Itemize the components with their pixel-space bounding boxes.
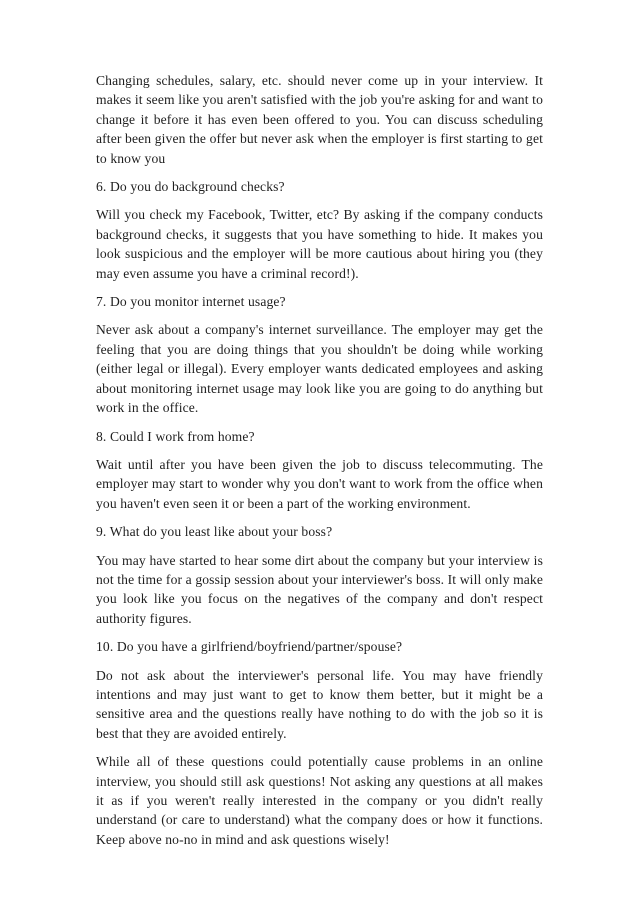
heading-question-9: 9. What do you least like about your boss? [96,524,333,540]
document-text-block [96,71,543,858]
paragraph-closing-advice: While all of these questions could potentially cause problems in an online interview, you should still ask questions! Not asking any questions at all makes it as if you weren't really interested in the company or you didn't really understand (or care to understand) what the company does or how it functions. Keep above no-no in mind and ask questions wisely! [96,754,543,847]
heading-question-8: 8. Could I work from home? [96,428,255,444]
paragraph-question5-answer: Changing schedules, salary, etc. should never come up in your interview. It makes it seem like you aren't satisfied with the job you're asking for and want to change it before it has even been offered to you. You can discuss scheduling after been given the offer but never ask when the employer is first starting to get to know you [96,73,543,166]
heading-question-7: 7. Do you monitor internet usage? [96,294,286,310]
paragraph-question6-answer: Will you check my Facebook, Twitter, etc? By asking if the company conducts background checks, it suggests that you have something to hide. It makes you look suspicious and the employer will be more cautious about hiring you (they may even assume you have a criminal record!). [96,207,543,281]
heading-question-6: 6. Do you do background checks? [96,179,285,195]
paragraph-question7-answer: Never ask about a company's internet surveillance. The employer may get the feeling that you are doing things that you shouldn't be doing while working (either legal or illegal). Every employer wants dedicated employees and asking about monitoring internet usage may look like you are going to do anything but work in the office. [96,322,543,416]
paragraph-question10-answer: Do not ask about the interviewer's personal life. You may have friendly intentions and may just want to get to know them better, but it might be a sensitive area and the questions really have nothing to do with the job so it is best that they are avoided entirely. [96,667,543,741]
paragraph-question8-answer: Wait until after you have been given the job to discuss telecommuting. The employer may start to wonder why you don't want to work from the office when you haven't even seen it or been a part of the working environment. [96,456,543,511]
paragraph-question9-answer: You may have started to hear some dirt about the company but your interview is not the time for a gossip session about your interviewer's boss. It will only make you look like you focus on the negatives of the company and don't respect authority figures. [96,552,543,626]
heading-question-10: 10. Do you have a girlfriend/boyfriend/partner/spouse? [96,639,403,655]
